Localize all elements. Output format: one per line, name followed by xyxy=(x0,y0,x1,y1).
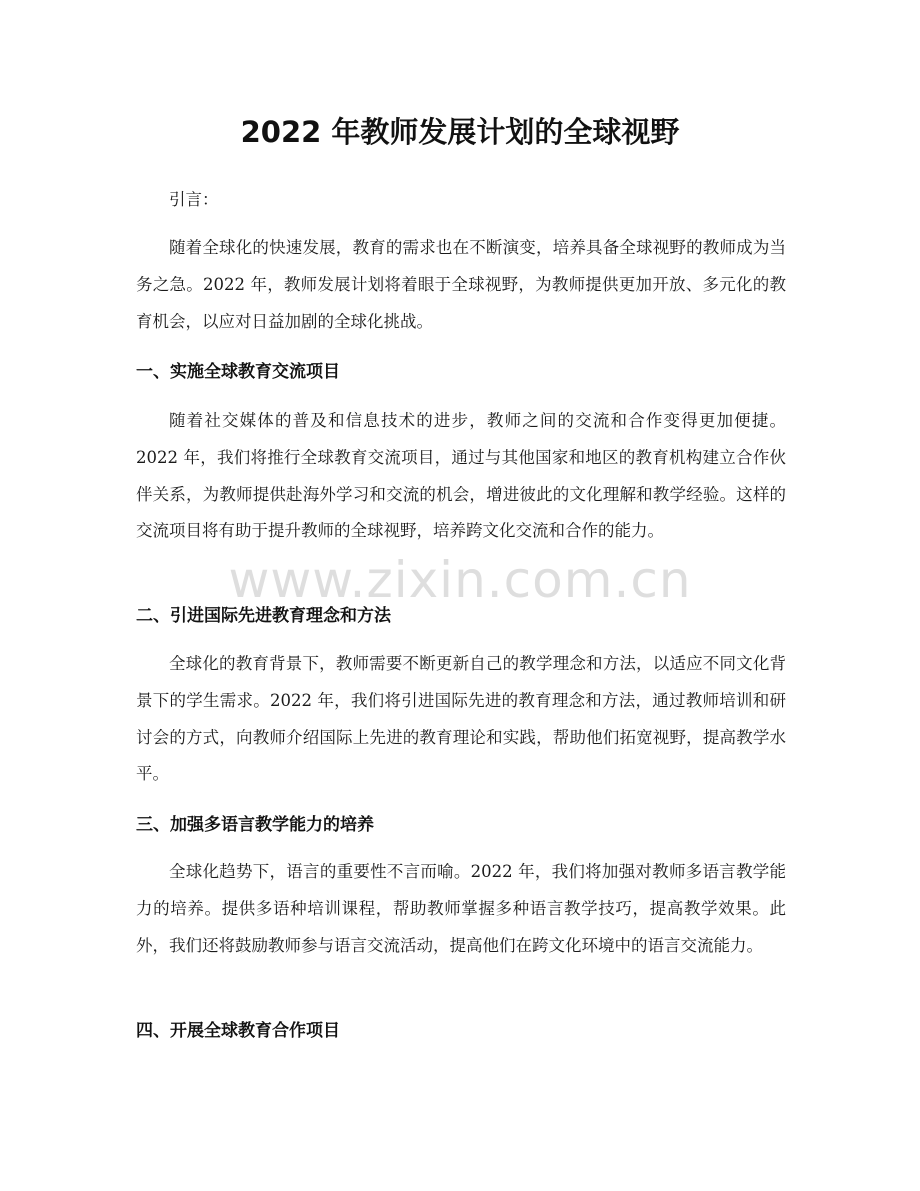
section-2-paragraph: 全球化的教育背景下，教师需要不断更新自己的教学理念和方法，以适应不同文化背景下的学生需求。2022 年，我们将引进国际先进的教育理念和方法，通过教师培训和研讨会的方式，向教师介绍国际上先进的教育理论和实践，帮助他们拓宽视野，提高教学水平。 xyxy=(136,654,786,784)
document-title: 2022 年教师发展计划的全球视野 xyxy=(240,115,680,149)
watermark: www.zixin.com.cn xyxy=(228,551,692,609)
section-2-heading: 二、引进国际先进教育理念和方法 xyxy=(136,606,391,626)
section-3-heading: 三、加强多语言教学能力的培养 xyxy=(136,815,374,835)
section-4-heading: 四、开展全球教育合作项目 xyxy=(136,1021,340,1041)
section-3-paragraph: 全球化趋势下，语言的重要性不言而喻。2022 年，我们将加强对教师多语言教学能力的培养。提供多语种培训课程，帮助教师掌握多种语言教学技巧，提高教学效果。此外，我们还将鼓励教师参与语言交流活动，提高他们在跨文化环境中的语言交流能力。 xyxy=(136,862,786,955)
section-1-paragraph: 随着社交媒体的普及和信息技术的进步，教师之间的交流和合作变得更加便捷。2022 年，我们将推行全球教育交流项目，通过与其他国家和地区的教育机构建立合作伙伴关系，为教师提供赴海外学习和交流的机会，增进彼此的文化理解和教学经验。这样的交流项目将有助于提升教师的全球视野，培养跨文化交流和合作的能力。 xyxy=(136,411,786,541)
intro-label: 引言： xyxy=(169,190,219,209)
section-1-heading: 一、实施全球教育交流项目 xyxy=(136,362,340,382)
intro-paragraph: 随着全球化的快速发展，教育的需求也在不断演变，培养具备全球视野的教师成为当务之急。2022 年，教师发展计划将着眼于全球视野，为教师提供更加开放、多元化的教育机会，以应对日益加剧的全球化挑战。 xyxy=(136,238,786,331)
